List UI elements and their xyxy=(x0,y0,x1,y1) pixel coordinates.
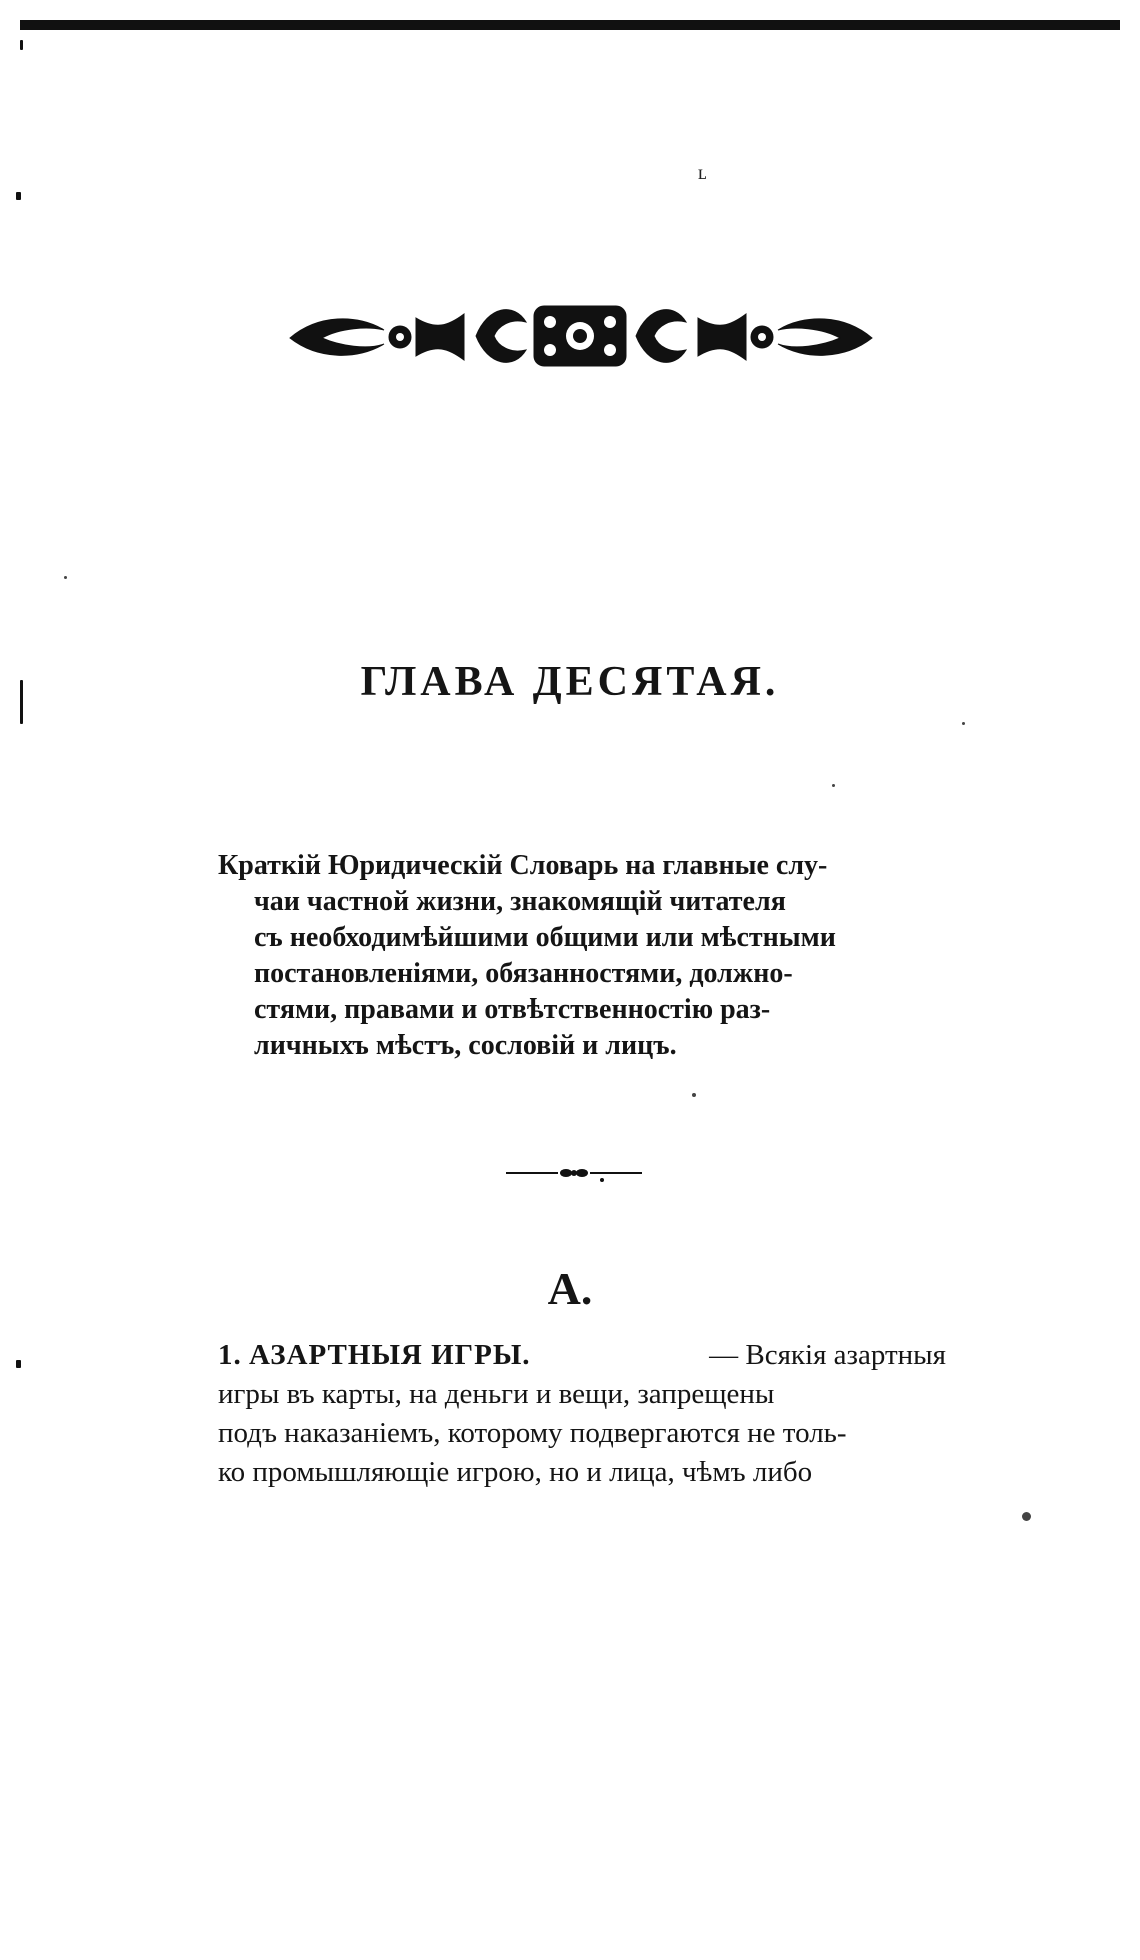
chapter-summary xyxy=(218,848,946,1064)
summary-line: постановленіями, обязанностями, должно- xyxy=(254,958,793,989)
scan-mark xyxy=(16,192,21,200)
summary-line: Краткій Юридическій Словарь на главные слу- xyxy=(218,850,828,881)
ink-speck xyxy=(832,784,835,787)
entry-line: игры въ карты, на деньги и вещи, запрещены xyxy=(218,1378,775,1410)
ink-speck xyxy=(1022,1512,1031,1521)
ink-speck xyxy=(692,1093,696,1097)
entry-heading: АЗАРТНЫЯ ИГРЫ. xyxy=(249,1339,531,1371)
entry-number: 1. xyxy=(218,1339,242,1371)
page-top-edge-rule xyxy=(20,20,1120,30)
summary-line: стями, правами и отвѣтственностію раз- xyxy=(254,994,771,1025)
section-letter: А. xyxy=(547,1263,593,1314)
headpiece-ornament xyxy=(288,296,874,376)
section-divider-ornament xyxy=(504,1162,644,1184)
summary-line: съ необходимѣйшими общими или мѣстными xyxy=(254,922,836,953)
ink-speck xyxy=(64,576,67,579)
dictionary-entry xyxy=(218,1336,946,1492)
chapter-title: ГЛАВА ДЕСЯТАЯ. xyxy=(360,659,780,705)
summary-line: личныхъ мѣстъ, сословій и лицъ. xyxy=(254,1030,677,1061)
entry-text-start: — Всякія азартныя xyxy=(709,1339,946,1371)
ink-speck xyxy=(962,722,965,725)
entry-line: подъ наказаніемъ, которому подвергаются не толь- xyxy=(218,1417,847,1449)
scan-mark xyxy=(20,40,23,50)
entry-line: ко промышляющіе игрою, но и лица, чѣмъ либо xyxy=(218,1456,813,1488)
entry-first-line xyxy=(218,1336,946,1375)
stray-mark: ʟ xyxy=(698,162,707,184)
summary-line: чаи частной жизни, знакомящій читателя xyxy=(254,886,786,917)
scan-mark xyxy=(16,1360,21,1368)
entry-heading-group xyxy=(218,1336,549,1375)
